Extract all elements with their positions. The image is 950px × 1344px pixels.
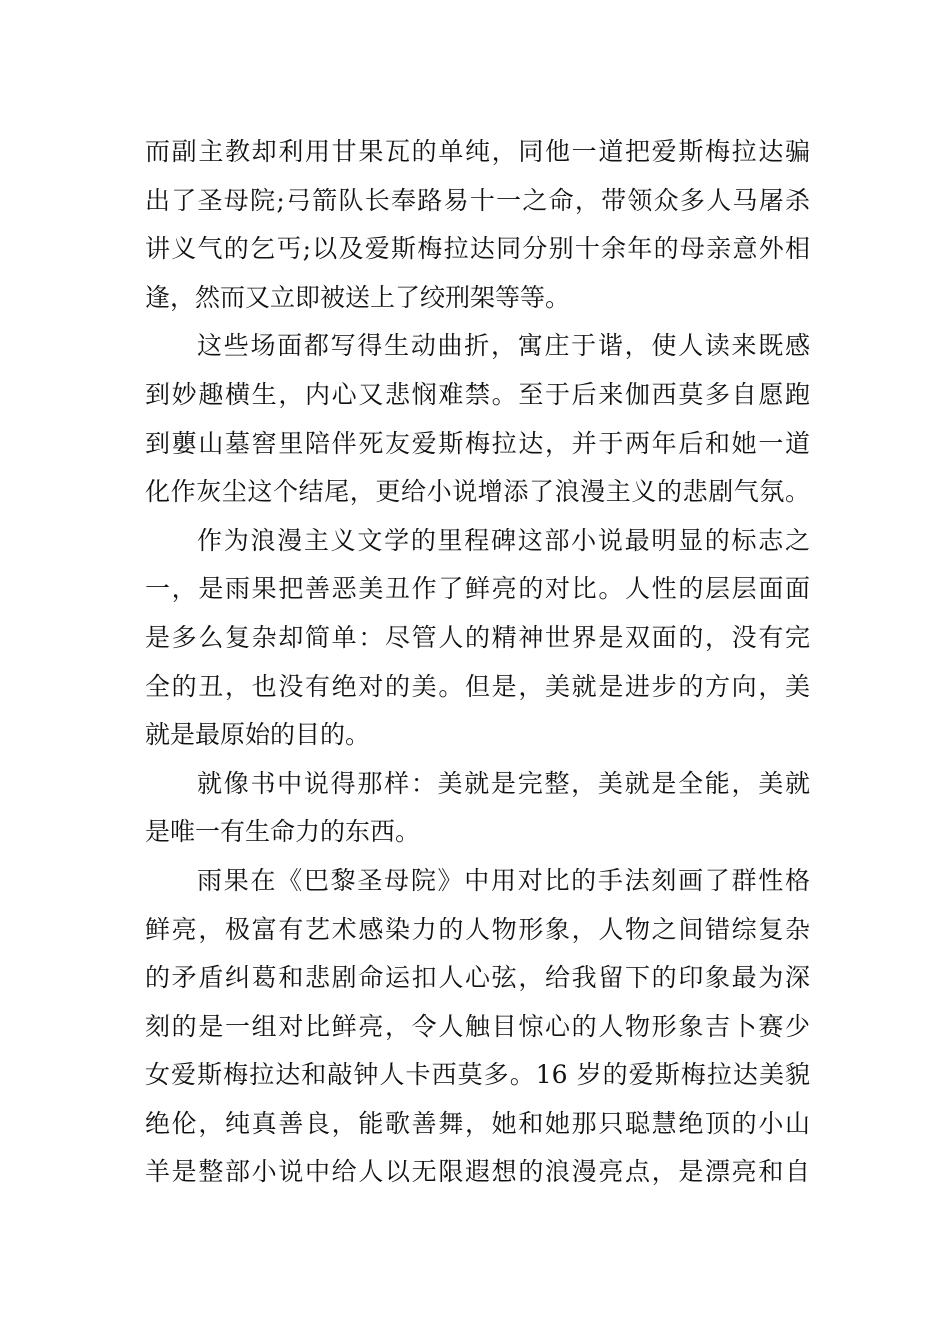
text-line: 这些场面都写得生动曲折，寓庄于谐，使人读来既感 — [197, 331, 810, 361]
text-line: 绝伦，纯真善良，能歌善舞，她和她那只聪慧绝顶的小山 — [145, 1108, 810, 1138]
text-line: 化作灰尘这个结尾，更给小说增添了浪漫主义的悲剧气氛。 — [145, 477, 810, 507]
text-line: 而副主教却利用甘果瓦的单纯，同他一道把爱斯梅拉达骗 — [145, 137, 810, 166]
text-line: 雨果在《巴黎圣母院》中用对比的手法刻画了群性格 — [197, 865, 810, 895]
text-line: 羊是整部小说中给人以无限遐想的浪漫亮点，是漂亮和自 — [145, 1157, 810, 1187]
text-line: 作为浪漫主义文学的里程碑这部小说最明显的标志之 — [197, 525, 810, 555]
text-line: 到蘡山墓窖里陪伴死友爱斯梅拉达，并于两年后和她一道 — [145, 428, 810, 458]
text-line: 的矛盾纠葛和悲剧命运扣人心弦，给我留下的印象最为深 — [145, 963, 810, 993]
text-line: 出了圣母院;弓箭队长奉路易十一之命，带领众多人马屠杀 — [145, 185, 810, 215]
text-line: 是唯一有生命力的东西。 — [145, 817, 421, 847]
text-line: 到妙趣横生，内心又悲悯难禁。至于后来伽西莫多自愿跑 — [145, 379, 810, 409]
text-line: 全的丑，也没有绝对的美。但是，美就是进步的方向，美 — [145, 671, 810, 701]
body-text — [145, 128, 810, 1197]
text-line: 就是最原始的目的。 — [145, 720, 371, 750]
text-line: 逢，然而又立即被送上了绞刑架等等。 — [145, 282, 571, 312]
text-line: 一，是雨果把善恶美丑作了鲜亮的对比。人性的层层面面 — [145, 574, 810, 604]
text-line: 女爱斯梅拉达和敲钟人卡西莫多。16 岁的爱斯梅拉达美貌 — [145, 1060, 810, 1090]
text-line: 讲义气的乞丐;以及爱斯梅拉达同分别十余年的母亲意外相 — [145, 234, 810, 264]
text-line: 就像书中说得那样：美就是完整，美就是全能，美就 — [197, 768, 810, 798]
text-line: 鲜亮，极富有艺术感染力的人物形象，人物之间错综复杂 — [145, 914, 810, 944]
text-line: 刻的是一组对比鲜亮，令人触目惊心的人物形象吉卜赛少 — [145, 1011, 810, 1041]
text-line: 是多么复杂却简单：尽管人的精神世界是双面的，没有完 — [145, 622, 810, 652]
